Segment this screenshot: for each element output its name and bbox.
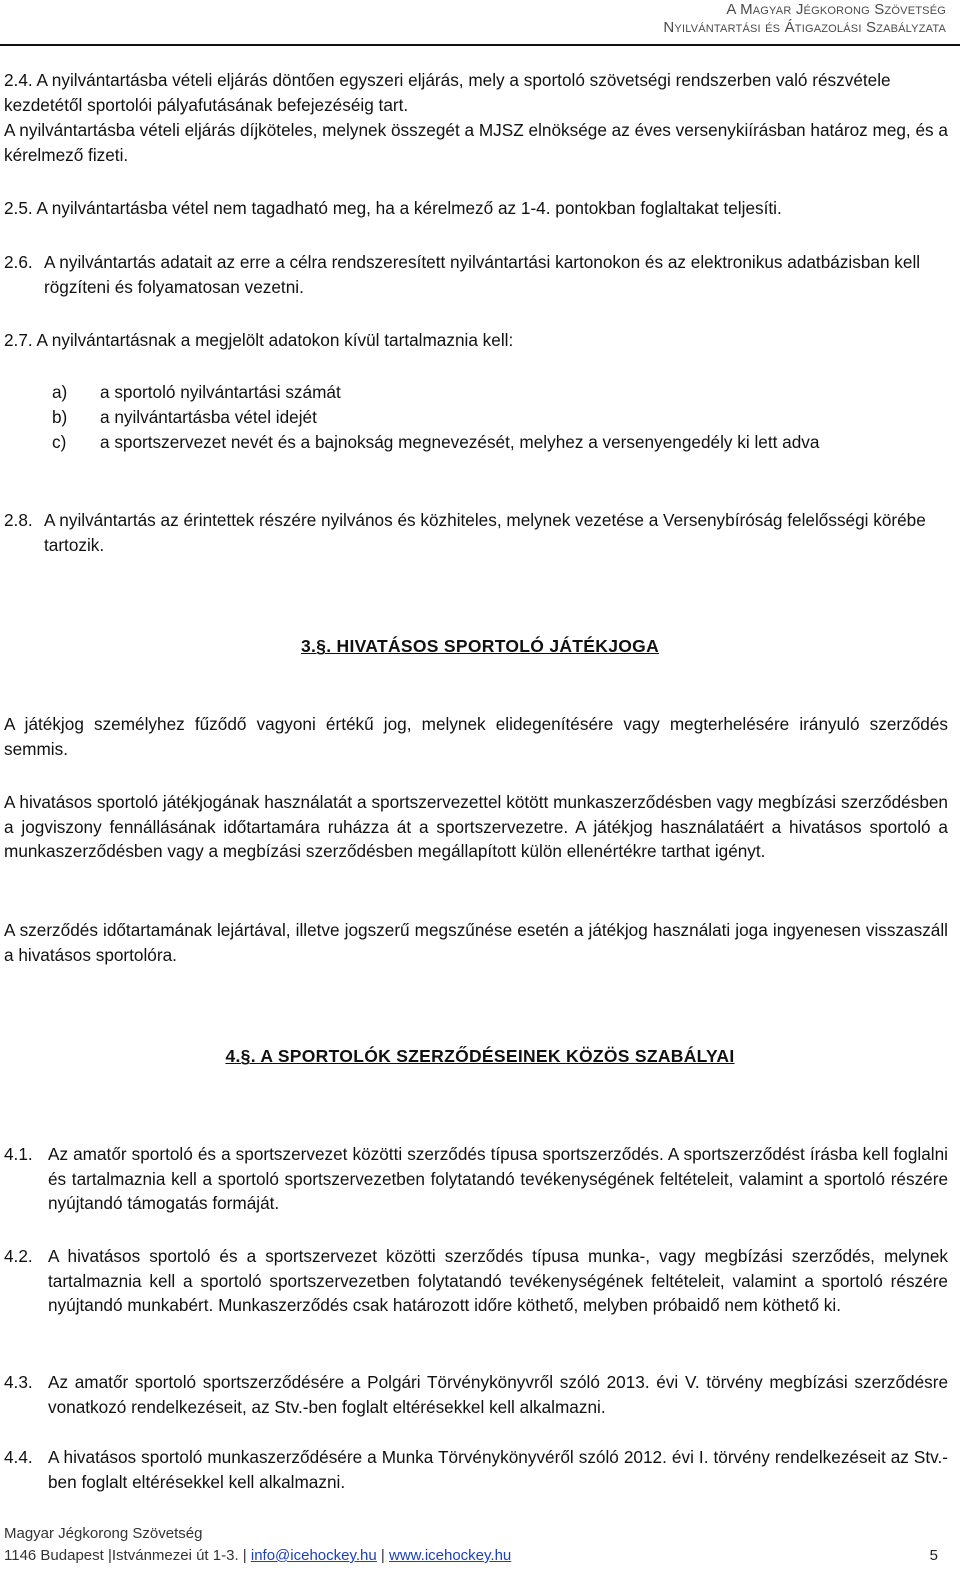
list-item — [52, 405, 948, 430]
paragraph-2-7 — [4, 328, 948, 353]
paragraph-number: 4.1. — [4, 1144, 33, 1164]
list-item-label: c) — [52, 432, 67, 452]
footer-contact: 1146 Budapest |Istvánmezei út 1-3. | info@icehockey.hu | www.icehockey.hu — [4, 1547, 512, 1564]
header-line-1: A Magyar Jégkorong Szövetség — [726, 1, 946, 18]
paragraph-text: A nyilvántartás az érintettek részére nyilvános és közhiteles, melynek vezetése a Versenybíróság felelősségi körébe tartozik. — [44, 510, 926, 555]
footer-address: 1146 Budapest — [4, 1547, 104, 1564]
paragraph-number: 4.4. — [4, 1447, 33, 1467]
footer-street: Istvánmezei út 1-3. — [111, 1547, 239, 1564]
paragraph-text: A nyilvántartásba vétel nem tagadható meg, ha a kérelmező az 1-4. pontokban foglaltakat teljesíti. — [36, 198, 782, 218]
paragraph-4-2 — [4, 1244, 948, 1318]
list-item — [52, 430, 948, 455]
section-heading-4: 4.§. A SPORTOLÓK SZERZŐDÉSEINEK KÖZÖS SZABÁLYAI — [225, 1046, 735, 1066]
header-line-2: Nyilvántartási és Átigazolási Szabályzata — [663, 19, 946, 36]
footer-email-link[interactable]: info@icehockey.hu — [250, 1547, 377, 1564]
paragraph-number: 2.4. — [4, 70, 33, 90]
paragraph-number: 4.3. — [4, 1372, 33, 1392]
paragraph-2-6 — [4, 250, 948, 299]
paragraph-text: A nyilvántartás adatait az erre a célra rendszeresített nyilvántartási kartonokon és az elektronikus adatbázisban kell rögzíteni és folyamatosan vezetni. — [44, 252, 921, 297]
paragraph-2-5 — [4, 196, 948, 221]
paragraph-2-8 — [4, 508, 948, 557]
paragraph-3-3: A szerződés időtartamának lejártával, illetve jogszerű megszűnése esetén a játékjog használati joga ingyenesen visszaszáll a hivatásos sportolóra. — [4, 920, 948, 965]
paragraph-text: A hivatásos sportoló munkaszerződésére a Munka Törvénykönyvéről szóló 2012. évi I. törvény rendelkezéseit az Stv.-ben foglalt eltérésekkel kell alkalmazni. — [48, 1447, 948, 1492]
list-item — [52, 380, 948, 405]
paragraph-text: A nyilvántartásba vételi eljárás döntően egyszeri eljárás, mely a sportoló szövetségi rendszerben való részvétele kezdetétől sportolói pályafutásának befejezéséig tart. — [4, 70, 891, 115]
paragraph-2-4 — [4, 68, 948, 117]
list-item-text: a nyilvántartásba vétel idejét — [100, 407, 317, 427]
list-item-text: a sportszervezet nevét és a bajnokság megnevezését, melyhez a versenyengedély ki lett adva — [100, 432, 820, 452]
paragraph-number: 2.6. — [4, 252, 33, 272]
paragraph-text: A nyilvántartásnak a megjelölt adatokon kívül tartalmaznia kell: — [36, 330, 514, 350]
footer-org: Magyar Jégkorong Szövetség — [4, 1525, 203, 1542]
page-number: 5 — [929, 1547, 938, 1564]
header-divider — [0, 44, 960, 46]
paragraph-text: Az amatőr sportoló és a sportszervezet közötti szerződés típusa sportszerződés. A sportszerződést írásba kell foglalni és tartalmaznia kell a sportoló sportszervezetben folytatandó tevékenységének feltételeit, valamint a sportoló részére nyújtandó támogatás formáját. — [48, 1144, 948, 1214]
list-item-text: a sportoló nyilvántartási számát — [100, 382, 341, 402]
paragraph-number: 2.7. — [4, 330, 33, 350]
list-item-label: b) — [52, 407, 68, 427]
paragraph-4-3 — [4, 1370, 948, 1419]
paragraph-text: Az amatőr sportoló sportszerződésére a Polgári Törvénykönyvről szóló 2013. évi V. törvény megbízási szerződésre vonatkozó rendelkezéseit, az Stv.-ben foglalt eltérésekkel kell alkalmazni. — [48, 1372, 948, 1417]
paragraph-2-4-fee: A nyilvántartásba vételi eljárás díjköteles, melynek összegét a MJSZ elnöksége az éves versenykiírásban határoz meg, és a kérelmező fizeti. — [4, 120, 948, 165]
footer-website-link[interactable]: www.icehockey.hu — [388, 1547, 512, 1564]
paragraph-text: A hivatásos sportoló és a sportszervezet közötti szerződés típusa munka-, vagy megbízási szerződés, melynek tartalmaznia kell a sportoló sportszervezetben folytatandó tevékenységének feltételeit, valamint a sportoló részére nyújtandó munkabért. Munkaszerződés csak határozott időre köthető, melyben próbaidő nem köthető ki. — [48, 1246, 948, 1316]
paragraph-3-1: A játékjog személyhez fűződő vagyoni értékű jog, melynek elidegenítésére vagy megterhelésére irányuló szerződés semmis. — [4, 714, 948, 759]
paragraph-number: 4.2. — [4, 1246, 33, 1266]
paragraph-number: 2.8. — [4, 510, 33, 530]
paragraph-3-2: A hivatásos sportoló játékjogának használatát a sportszervezettel kötött munkaszerződésben vagy megbízási szerződésben a jogviszony fennállásának időtartamára ruházza át a sportszervezetre. A játékjog használatáért a hivatásos sportoló a munkaszerződésben vagy a megbízási szerződésben megállapított külön ellenértékre tarthat igényt. — [4, 792, 948, 862]
paragraph-number: 2.5. — [4, 198, 33, 218]
list-item-label: a) — [52, 382, 68, 402]
paragraph-4-4 — [4, 1445, 948, 1494]
paragraph-4-1 — [4, 1142, 948, 1216]
section-heading-3: 3.§. HIVATÁSOS SPORTOLÓ JÁTÉKJOGA — [300, 636, 660, 656]
